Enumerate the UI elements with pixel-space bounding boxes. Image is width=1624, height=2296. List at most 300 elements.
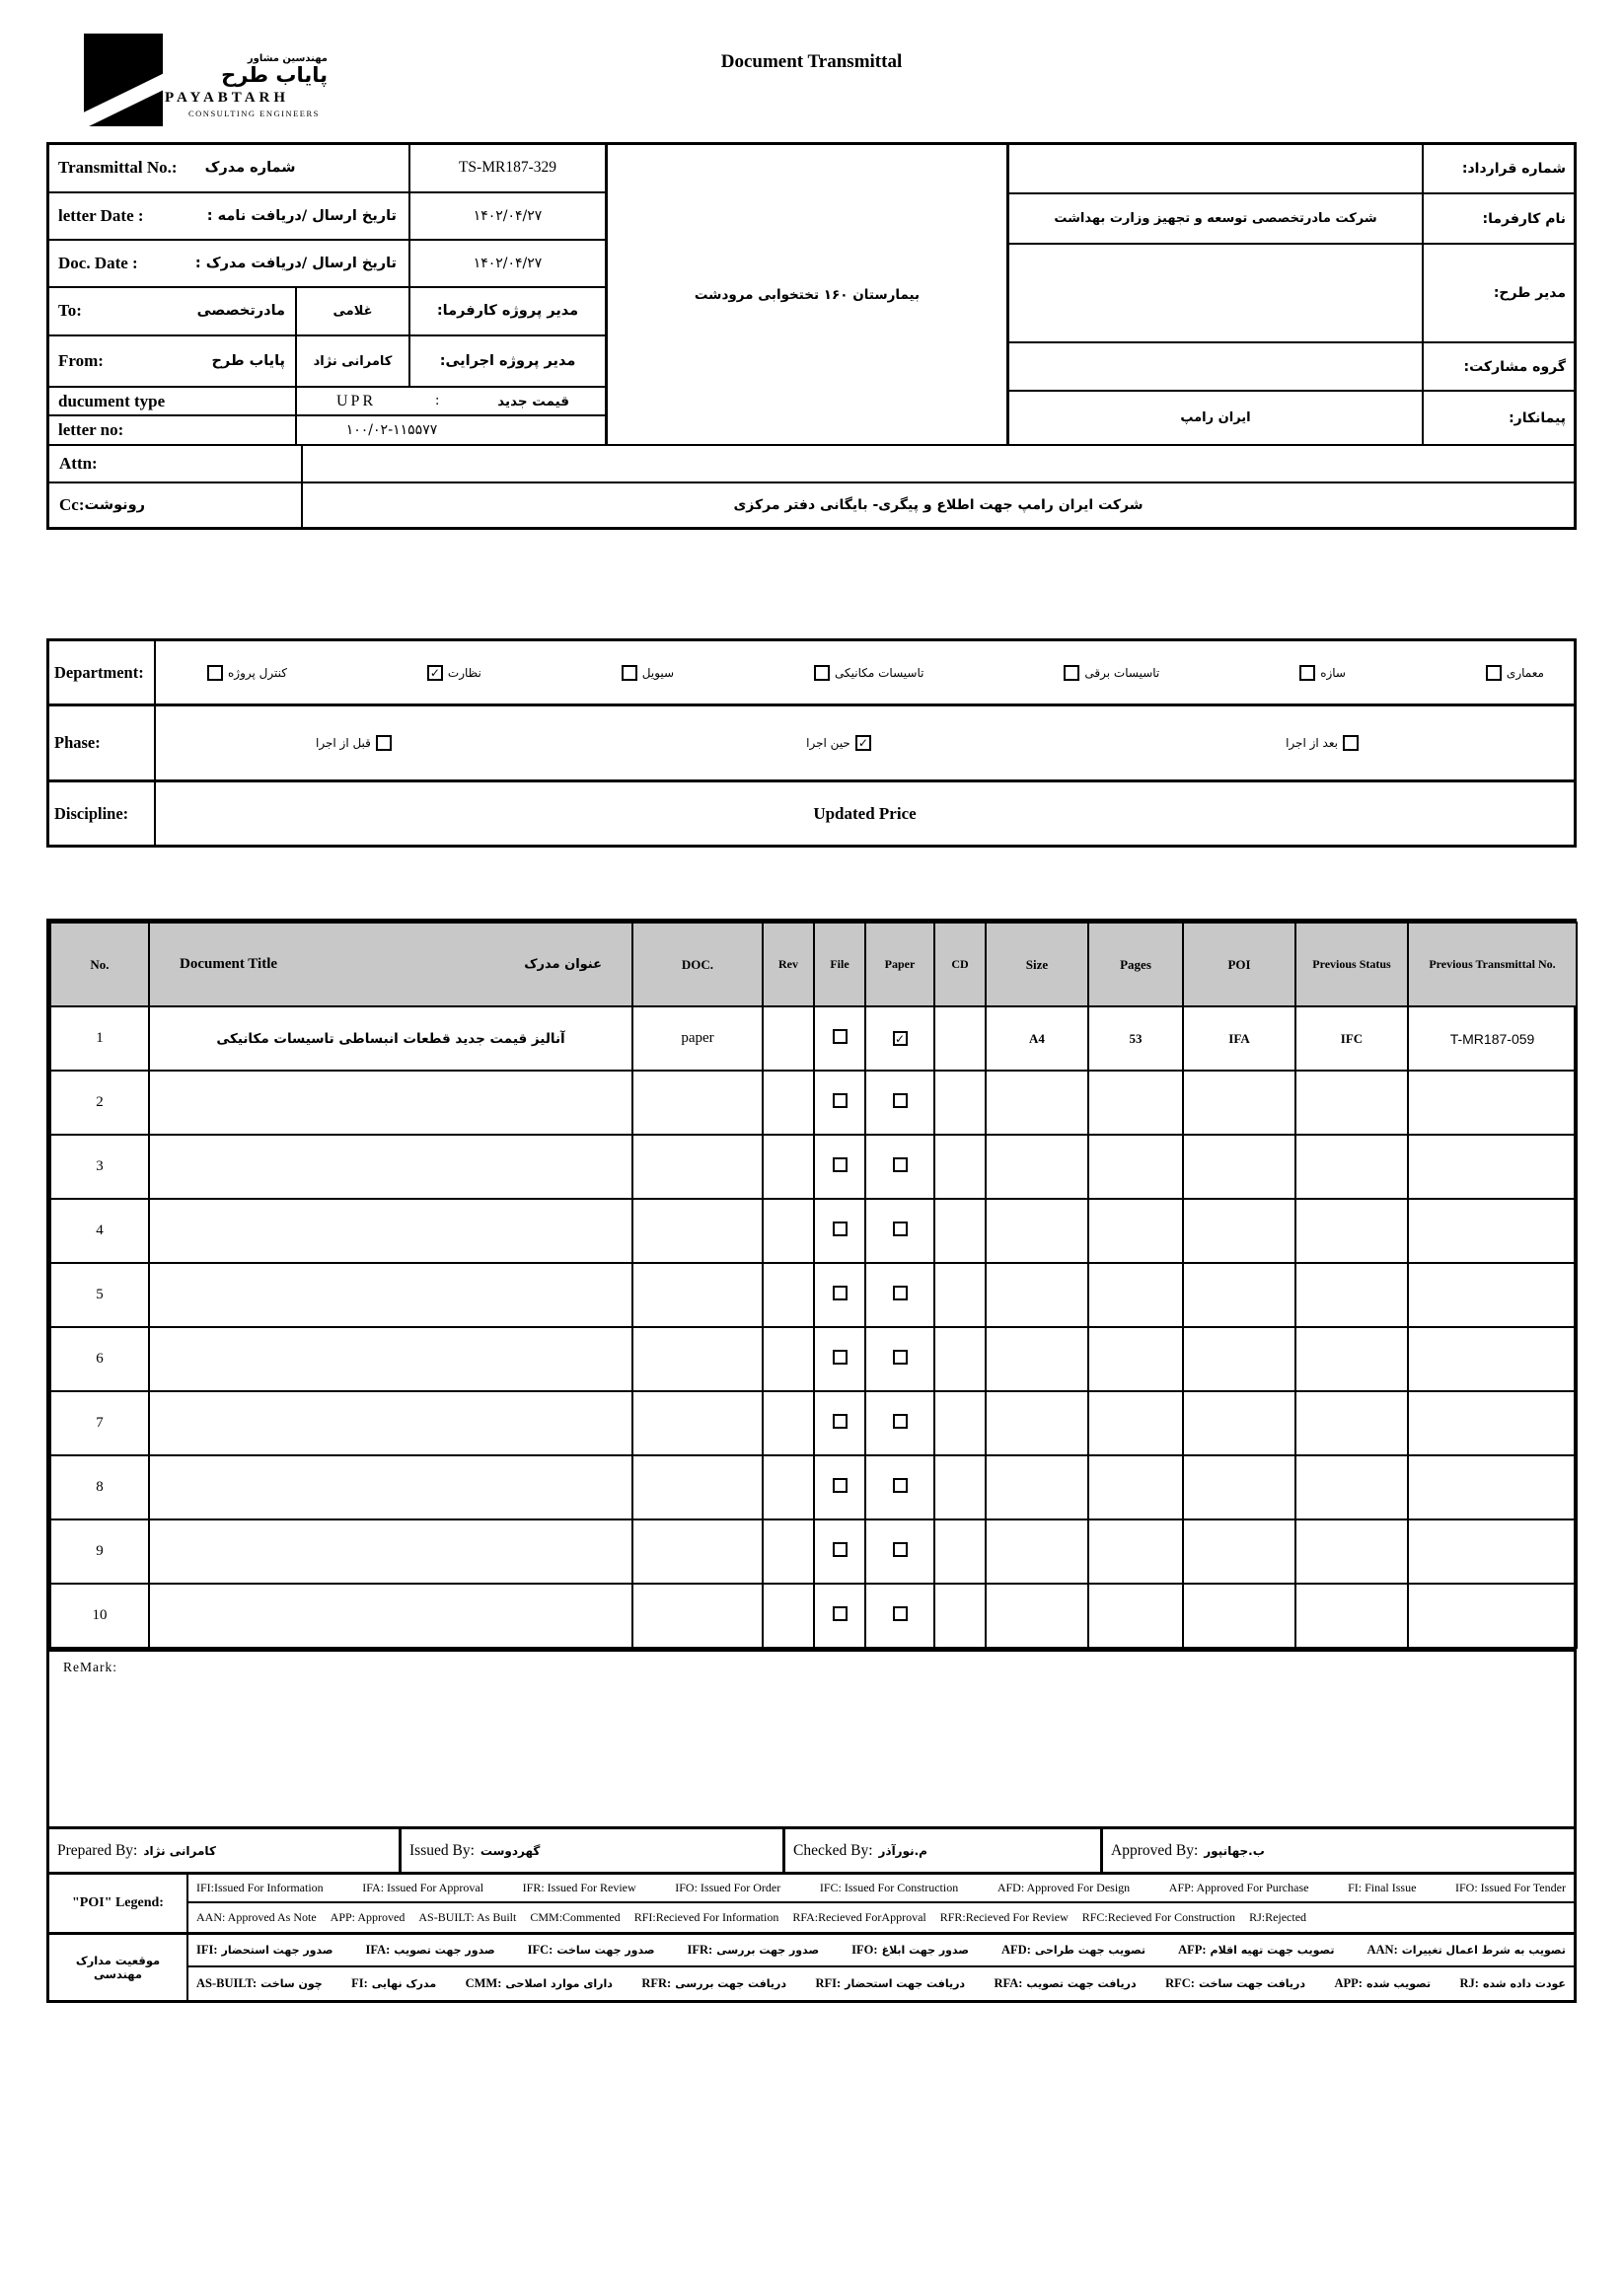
fa-legend-text: صدور جهت بررسی bbox=[716, 1944, 820, 1957]
phase-option-checkbox[interactable] bbox=[1343, 735, 1359, 751]
page-header bbox=[46, 26, 1577, 142]
pages-cell bbox=[1088, 1519, 1183, 1584]
fa-legend-line1 bbox=[188, 1935, 1574, 1967]
prev-transmittal-cell: T-MR187-059 bbox=[1408, 1006, 1577, 1071]
cc-label-fa: رونوشت bbox=[84, 497, 145, 513]
letter-date-value: ۱۴۰۲/۰۴/۲۷ bbox=[473, 208, 543, 224]
fa-legend-code: RFR: bbox=[641, 1976, 672, 1990]
department-option-item bbox=[427, 665, 481, 681]
fa-legend-code: AS-BUILT: bbox=[196, 1976, 258, 1990]
file-cell bbox=[814, 1199, 865, 1263]
contractor-value: ایران رامپ bbox=[1180, 410, 1251, 426]
file-cell bbox=[814, 1391, 865, 1455]
department-option-item bbox=[1299, 665, 1346, 681]
doc-format-cell bbox=[632, 1519, 763, 1584]
header-file: File bbox=[814, 923, 865, 1006]
pages-cell bbox=[1088, 1327, 1183, 1391]
header-poi: POI bbox=[1183, 923, 1295, 1006]
letter-no-row bbox=[49, 416, 605, 444]
prev-status-cell bbox=[1295, 1263, 1408, 1327]
fa-legend-text: عودت داده شده bbox=[1482, 1977, 1566, 1990]
doc-format-cell bbox=[632, 1263, 763, 1327]
fa-legend-item bbox=[815, 1976, 965, 1991]
document-title-cell bbox=[149, 1391, 632, 1455]
header-pages: Pages bbox=[1088, 923, 1183, 1006]
cc-value: شرکت ایران رامپ جهت اطلاع و پیگری- بایگانی دفتر مرکزی bbox=[733, 497, 1144, 513]
paper-cell bbox=[865, 1135, 934, 1199]
client-name-label: نام کارفرما: bbox=[1422, 194, 1574, 244]
from-label: From: bbox=[58, 351, 104, 371]
fa-legend-line2 bbox=[188, 1967, 1574, 2000]
file-cell bbox=[814, 1584, 865, 1648]
fa-legend-code: RFI: bbox=[815, 1976, 842, 1990]
poi-legend-item: FI: Final Issue bbox=[1348, 1881, 1417, 1894]
prev-transmittal-cell bbox=[1408, 1584, 1577, 1648]
attn-row bbox=[49, 446, 1574, 483]
attn-value bbox=[303, 446, 1574, 481]
signature-row bbox=[49, 1826, 1574, 1872]
size-cell bbox=[986, 1391, 1088, 1455]
pages-cell bbox=[1088, 1263, 1183, 1327]
documents-table-body bbox=[50, 1006, 1577, 1648]
logo-en-tagline: CONSULTING ENGINEERS bbox=[188, 109, 320, 119]
prev-status-cell bbox=[1295, 1327, 1408, 1391]
poi-legend-item: CMM:Commented bbox=[530, 1910, 621, 1924]
from-role: مدیر پروژه اجرایی: bbox=[439, 353, 576, 370]
rev-cell bbox=[763, 1071, 814, 1135]
prepared-by-label: Prepared By: bbox=[57, 1841, 138, 1859]
document-title-cell bbox=[149, 1584, 632, 1648]
document-row bbox=[50, 1391, 1577, 1455]
fa-legend-code: AAN: bbox=[1366, 1943, 1398, 1957]
pages-cell bbox=[1088, 1199, 1183, 1263]
file-cell bbox=[814, 1455, 865, 1519]
department-label: Department: bbox=[49, 641, 156, 704]
documents-table bbox=[49, 922, 1578, 1649]
header-title-fa: عنوان مدرک bbox=[524, 957, 602, 972]
fa-legend-item bbox=[1460, 1976, 1566, 1991]
header-prev-status: Previous Status bbox=[1295, 923, 1408, 1006]
size-cell bbox=[986, 1263, 1088, 1327]
department-option-checkbox[interactable] bbox=[427, 665, 443, 681]
fa-legend-text: دارای موارد اصلاحی bbox=[505, 1977, 613, 1990]
doc-format-cell bbox=[632, 1391, 763, 1455]
prepared-by-name: کامرانی نژاد bbox=[143, 1843, 216, 1858]
paper-checkbox[interactable] bbox=[893, 1606, 908, 1621]
fa-legend-text: صدور جهت ساخت bbox=[556, 1944, 655, 1957]
poi-legend-item: RJ:Rejected bbox=[1249, 1910, 1307, 1924]
document-row bbox=[50, 1519, 1577, 1584]
poi-cell: IFA bbox=[1183, 1006, 1295, 1071]
header-prev-transmittal: Previous Transmittal No. bbox=[1408, 923, 1577, 1006]
poi-legend-label: "POI" Legend: bbox=[49, 1875, 188, 1932]
fa-legend-code: RJ: bbox=[1459, 1976, 1479, 1990]
project-name-cell bbox=[605, 145, 1009, 444]
file-cell bbox=[814, 1327, 865, 1391]
fa-legend-item bbox=[1001, 1943, 1145, 1958]
client-name-row bbox=[1009, 194, 1574, 246]
fa-legend-item bbox=[466, 1976, 613, 1991]
file-cell bbox=[814, 1006, 865, 1071]
fa-legend-item bbox=[1178, 1943, 1334, 1958]
doc-type-value-cell bbox=[297, 388, 605, 414]
file-checkbox[interactable] bbox=[833, 1222, 848, 1236]
info-right-block bbox=[1009, 145, 1574, 444]
cd-cell bbox=[934, 1263, 986, 1327]
transmittal-no-label-fa: شماره مدرک bbox=[204, 160, 296, 177]
letter-no-label-cell bbox=[49, 416, 297, 444]
cd-cell bbox=[934, 1584, 986, 1648]
fa-legend-body bbox=[188, 1935, 1574, 2000]
fa-legend-item bbox=[528, 1943, 655, 1958]
fa-legend-code: IFO: bbox=[851, 1943, 878, 1957]
poi-legend-line1 bbox=[188, 1875, 1574, 1903]
approved-by-cell bbox=[1103, 1829, 1574, 1872]
paper-cell bbox=[865, 1327, 934, 1391]
transmittal-no-value: TS-MR187-329 bbox=[458, 159, 557, 177]
fa-legend-text: دریافت جهت تصویب bbox=[1026, 1977, 1137, 1990]
fa-legend-text: صدور جهت استحضار bbox=[221, 1944, 333, 1957]
rev-cell bbox=[763, 1135, 814, 1199]
prev-transmittal-cell bbox=[1408, 1263, 1577, 1327]
department-option-checkbox[interactable] bbox=[622, 665, 637, 681]
poi-legend-line2 bbox=[188, 1903, 1574, 1932]
paper-checkbox[interactable] bbox=[893, 1157, 908, 1172]
pages-cell bbox=[1088, 1391, 1183, 1455]
transmittal-no-label bbox=[49, 145, 410, 191]
header-cd: CD bbox=[934, 923, 986, 1006]
file-checkbox[interactable] bbox=[833, 1286, 848, 1300]
letter-date-label-fa: تاریخ ارسال /دریافت نامه : bbox=[206, 208, 397, 224]
documents-table-header bbox=[50, 923, 1577, 1006]
poi-legend-item: AAN: Approved As Note bbox=[196, 1910, 317, 1924]
prev-status-cell: IFC bbox=[1295, 1006, 1408, 1071]
document-title-cell bbox=[149, 1263, 632, 1327]
phase-label: Phase: bbox=[49, 706, 156, 779]
info-table-main bbox=[49, 145, 1574, 446]
from-cell bbox=[49, 336, 297, 387]
row-number: 5 bbox=[50, 1263, 149, 1327]
file-checkbox[interactable] bbox=[833, 1093, 848, 1108]
doc-date-row bbox=[49, 241, 605, 288]
contract-no-label: شماره قرارداد: bbox=[1422, 145, 1574, 192]
paper-checkbox[interactable] bbox=[893, 1350, 908, 1365]
doc-format-cell bbox=[632, 1327, 763, 1391]
document-row bbox=[50, 1006, 1577, 1071]
paper-cell bbox=[865, 1519, 934, 1584]
poi-cell bbox=[1183, 1455, 1295, 1519]
pages-cell bbox=[1088, 1071, 1183, 1135]
rev-cell bbox=[763, 1391, 814, 1455]
discipline-label: Discipline: bbox=[49, 782, 156, 845]
fa-legend-item bbox=[688, 1943, 820, 1958]
letter-no-label: letter no: bbox=[58, 420, 124, 440]
department-option-checkbox[interactable] bbox=[1064, 665, 1079, 681]
company-logo bbox=[84, 34, 328, 126]
fa-legend-code: RFA: bbox=[994, 1976, 1023, 1990]
discipline-value: Updated Price bbox=[813, 803, 917, 823]
fa-legend-text: تصویب جهت تهیه اقلام bbox=[1210, 1944, 1335, 1957]
row-number: 2 bbox=[50, 1071, 149, 1135]
doc-format-cell bbox=[632, 1584, 763, 1648]
prev-status-cell bbox=[1295, 1199, 1408, 1263]
from-row bbox=[49, 336, 605, 389]
checked-by-name: م.نورآذر bbox=[878, 1843, 927, 1858]
doc-type-label-cell bbox=[49, 388, 297, 414]
poi-legend-item: IFO: Issued For Order bbox=[675, 1881, 781, 1894]
department-option-item bbox=[1486, 665, 1544, 681]
department-option-item bbox=[207, 665, 287, 681]
fa-legend-item bbox=[851, 1943, 969, 1958]
file-checkbox[interactable] bbox=[833, 1606, 848, 1621]
phase-option-item bbox=[806, 735, 871, 751]
poi-cell bbox=[1183, 1327, 1295, 1391]
info-left-block bbox=[49, 145, 605, 444]
header-no: No. bbox=[50, 923, 149, 1006]
document-row bbox=[50, 1327, 1577, 1391]
fa-legend-text: دریافت جهت استحضار bbox=[845, 1977, 966, 1990]
file-checkbox[interactable] bbox=[833, 1542, 848, 1557]
fa-legend-code: APP: bbox=[1334, 1976, 1363, 1990]
file-checkbox[interactable] bbox=[833, 1414, 848, 1429]
paper-checkbox[interactable] bbox=[893, 1222, 908, 1236]
fa-legend-text: دریافت جهت بررسی bbox=[675, 1977, 787, 1990]
doc-date-label-en: Doc. Date : bbox=[58, 254, 138, 273]
header-paper: Paper bbox=[865, 923, 934, 1006]
file-cell bbox=[814, 1263, 865, 1327]
issued-by-label: Issued By: bbox=[409, 1841, 475, 1859]
fa-legend-item bbox=[1366, 1943, 1565, 1958]
doc-type-value-fa: قیمت جدید bbox=[497, 393, 569, 409]
poi-legend-item: IFO: Issued For Tender bbox=[1455, 1881, 1566, 1894]
poi-cell bbox=[1183, 1391, 1295, 1455]
size-cell bbox=[986, 1584, 1088, 1648]
fa-legend-item bbox=[351, 1976, 436, 1991]
phase-option-checkbox[interactable] bbox=[855, 735, 871, 751]
poi-legend-item: IFI:Issued For Information bbox=[196, 1881, 324, 1894]
department-option-item bbox=[1064, 665, 1159, 681]
file-cell bbox=[814, 1071, 865, 1135]
cc-row bbox=[49, 483, 1574, 527]
paper-checkbox[interactable] bbox=[893, 1414, 908, 1429]
document-title-cell bbox=[149, 1327, 632, 1391]
document-title-cell bbox=[149, 1519, 632, 1584]
fa-legend-code: IFI: bbox=[196, 1943, 218, 1957]
fa-legend-code: RFC: bbox=[1165, 1976, 1195, 1990]
department-option-checkbox[interactable] bbox=[814, 665, 830, 681]
logo-mark-icon bbox=[84, 34, 163, 126]
department-option-checkbox[interactable] bbox=[1486, 665, 1502, 681]
prev-transmittal-cell bbox=[1408, 1327, 1577, 1391]
project-name: بیمارستان ۱۶۰ تختخوابی مرودشت bbox=[694, 286, 921, 303]
client-name-value: شرکت مادرتخصصی توسعه و تجهیز وزارت بهداشت bbox=[1054, 211, 1377, 226]
doc-format-cell bbox=[632, 1071, 763, 1135]
paper-checkbox[interactable] bbox=[893, 1542, 908, 1557]
fa-legend-text: صدور جهت ابلاغ bbox=[881, 1944, 969, 1957]
prev-transmittal-cell bbox=[1408, 1071, 1577, 1135]
jv-group-label: گروه مشارکت: bbox=[1422, 343, 1574, 391]
file-checkbox[interactable] bbox=[833, 1157, 848, 1172]
prev-status-cell bbox=[1295, 1135, 1408, 1199]
poi-cell bbox=[1183, 1199, 1295, 1263]
from-value: پایاب طرح bbox=[211, 353, 285, 370]
fa-legend-item bbox=[994, 1976, 1136, 1991]
fa-legend-text: تصویب به شرط اعمال تغییرات bbox=[1401, 1944, 1566, 1957]
to-value: مادرتخصصی bbox=[196, 303, 285, 320]
phase-option-item bbox=[1286, 735, 1359, 751]
poi-cell bbox=[1183, 1584, 1295, 1648]
prev-status-cell bbox=[1295, 1519, 1408, 1584]
fa-legend-code: AFD: bbox=[1001, 1943, 1031, 1957]
department-option-checkbox[interactable] bbox=[207, 665, 223, 681]
paper-cell bbox=[865, 1455, 934, 1519]
department-option-label: معماری bbox=[1506, 665, 1544, 680]
phase-option-checkbox[interactable] bbox=[376, 735, 392, 751]
poi-legend-item: AS-BUILT: As Built bbox=[418, 1910, 517, 1924]
contract-no-value bbox=[1009, 145, 1422, 192]
poi-legend-item: AFD: Approved For Design bbox=[997, 1881, 1131, 1894]
size-cell bbox=[986, 1455, 1088, 1519]
contract-no-row bbox=[1009, 145, 1574, 194]
checked-by-label: Checked By: bbox=[793, 1841, 873, 1859]
rev-cell bbox=[763, 1199, 814, 1263]
design-manager-value bbox=[1009, 245, 1422, 340]
transmittal-no-label-en: Transmittal No.: bbox=[58, 158, 178, 178]
poi-cell bbox=[1183, 1135, 1295, 1199]
prev-transmittal-cell bbox=[1408, 1135, 1577, 1199]
document-row bbox=[50, 1584, 1577, 1648]
row-number: 6 bbox=[50, 1327, 149, 1391]
document-row bbox=[50, 1199, 1577, 1263]
poi-legend-item: RFA:Recieved ForApproval bbox=[792, 1910, 926, 1924]
file-cell bbox=[814, 1519, 865, 1584]
doc-type-row bbox=[49, 388, 605, 416]
document-title-cell: آنالیز قیمت جدید قطعات انبساطی تاسیسات مکانیکی bbox=[149, 1006, 632, 1071]
paper-checkbox[interactable] bbox=[893, 1093, 908, 1108]
document-row bbox=[50, 1455, 1577, 1519]
department-option-label: کنترل پروژه bbox=[228, 665, 287, 680]
document-row bbox=[50, 1135, 1577, 1199]
rev-cell bbox=[763, 1327, 814, 1391]
prev-status-cell bbox=[1295, 1391, 1408, 1455]
prev-transmittal-cell bbox=[1408, 1391, 1577, 1455]
remark-area bbox=[49, 1649, 1574, 1826]
doc-date-value: ۱۴۰۲/۰۴/۲۷ bbox=[473, 256, 543, 272]
doc-format-cell bbox=[632, 1199, 763, 1263]
logo-en-name: PAYABTARH bbox=[165, 90, 290, 107]
paper-checkbox[interactable] bbox=[893, 1478, 908, 1493]
department-option-checkbox[interactable] bbox=[1299, 665, 1315, 681]
paper-checkbox[interactable] bbox=[893, 1286, 908, 1300]
pages-cell bbox=[1088, 1584, 1183, 1648]
approved-by-name: ب.جهانپور bbox=[1204, 1843, 1265, 1858]
attn-label: Attn: bbox=[59, 454, 98, 473]
attn-label-cell bbox=[49, 446, 303, 481]
checked-by-cell bbox=[785, 1829, 1103, 1872]
phase-option-label: قبل از اجرا bbox=[316, 736, 371, 750]
fa-legend-item bbox=[641, 1976, 786, 1991]
department-option-label: سازه bbox=[1320, 665, 1346, 680]
letter-date-row bbox=[49, 193, 605, 242]
contractor-row bbox=[1009, 392, 1574, 444]
file-checkbox[interactable] bbox=[833, 1029, 848, 1044]
poi-legend-item: RFC:Recieved For Construction bbox=[1081, 1910, 1236, 1924]
prev-status-cell bbox=[1295, 1584, 1408, 1648]
cd-cell bbox=[934, 1071, 986, 1135]
issued-by-name: گهردوست bbox=[480, 1843, 541, 1858]
department-option-label: نظارت bbox=[447, 665, 481, 680]
fa-legend-code: IFC: bbox=[527, 1943, 554, 1957]
file-checkbox[interactable] bbox=[833, 1350, 848, 1365]
cc-label-en: Cc: bbox=[59, 495, 85, 514]
poi-legend-body bbox=[188, 1875, 1574, 1932]
prepared-by-cell bbox=[49, 1829, 402, 1872]
poi-legend-section bbox=[49, 1872, 1574, 1932]
fa-legend-code: CMM: bbox=[465, 1976, 502, 1990]
header-title bbox=[149, 923, 632, 1006]
header-doc: DOC. bbox=[632, 923, 763, 1006]
rev-cell bbox=[763, 1006, 814, 1071]
cd-cell bbox=[934, 1199, 986, 1263]
poi-cell bbox=[1183, 1519, 1295, 1584]
fa-legend-code: AFP: bbox=[1178, 1943, 1207, 1957]
transmittal-no-row bbox=[49, 145, 605, 193]
doc-type-colon: : bbox=[435, 393, 440, 409]
logo-fa-tagline: مهندسین مشاور bbox=[247, 53, 328, 64]
size-cell: A4 bbox=[986, 1006, 1088, 1071]
document-row bbox=[50, 1263, 1577, 1327]
fa-legend-item bbox=[196, 1943, 333, 1958]
paper-cell bbox=[865, 1006, 934, 1071]
phase-options bbox=[156, 706, 1574, 779]
document-title-cell bbox=[149, 1071, 632, 1135]
header-title-en: Document Title bbox=[180, 956, 278, 972]
file-checkbox[interactable] bbox=[833, 1478, 848, 1493]
row-number: 8 bbox=[50, 1455, 149, 1519]
header-rev: Rev bbox=[763, 923, 814, 1006]
paper-cell bbox=[865, 1199, 934, 1263]
rev-cell bbox=[763, 1263, 814, 1327]
contractor-label: پیمانکار: bbox=[1422, 392, 1574, 444]
row-number: 4 bbox=[50, 1199, 149, 1263]
department-option-item bbox=[814, 665, 923, 681]
poi-legend-item: RFR:Recieved For Review bbox=[939, 1910, 1069, 1924]
size-cell bbox=[986, 1135, 1088, 1199]
fa-legend-code: IFA: bbox=[365, 1943, 391, 1957]
letter-date-label-en: letter Date : bbox=[58, 206, 144, 225]
from-person: کامرانی نژاد bbox=[297, 336, 410, 387]
row-number: 10 bbox=[50, 1584, 149, 1648]
department-option-label: تاسیسات برقی bbox=[1084, 665, 1160, 680]
poi-cell bbox=[1183, 1263, 1295, 1327]
doc-format-cell: paper bbox=[632, 1006, 763, 1071]
rev-cell bbox=[763, 1455, 814, 1519]
cd-cell bbox=[934, 1135, 986, 1199]
prev-transmittal-cell bbox=[1408, 1199, 1577, 1263]
paper-cell bbox=[865, 1071, 934, 1135]
file-cell bbox=[814, 1135, 865, 1199]
prev-transmittal-cell bbox=[1408, 1455, 1577, 1519]
fa-legend-code: FI: bbox=[351, 1976, 368, 1990]
fa-legend-item bbox=[1165, 1976, 1305, 1991]
fa-legend-section bbox=[49, 1932, 1574, 2000]
poi-legend-item: RFI:Recieved For Information bbox=[633, 1910, 779, 1924]
fa-legend-text: تصویب شده bbox=[1366, 1977, 1432, 1990]
paper-cell bbox=[865, 1263, 934, 1327]
design-manager-row bbox=[1009, 245, 1574, 342]
discipline-row bbox=[49, 782, 1574, 845]
paper-checkbox[interactable] bbox=[893, 1031, 908, 1046]
